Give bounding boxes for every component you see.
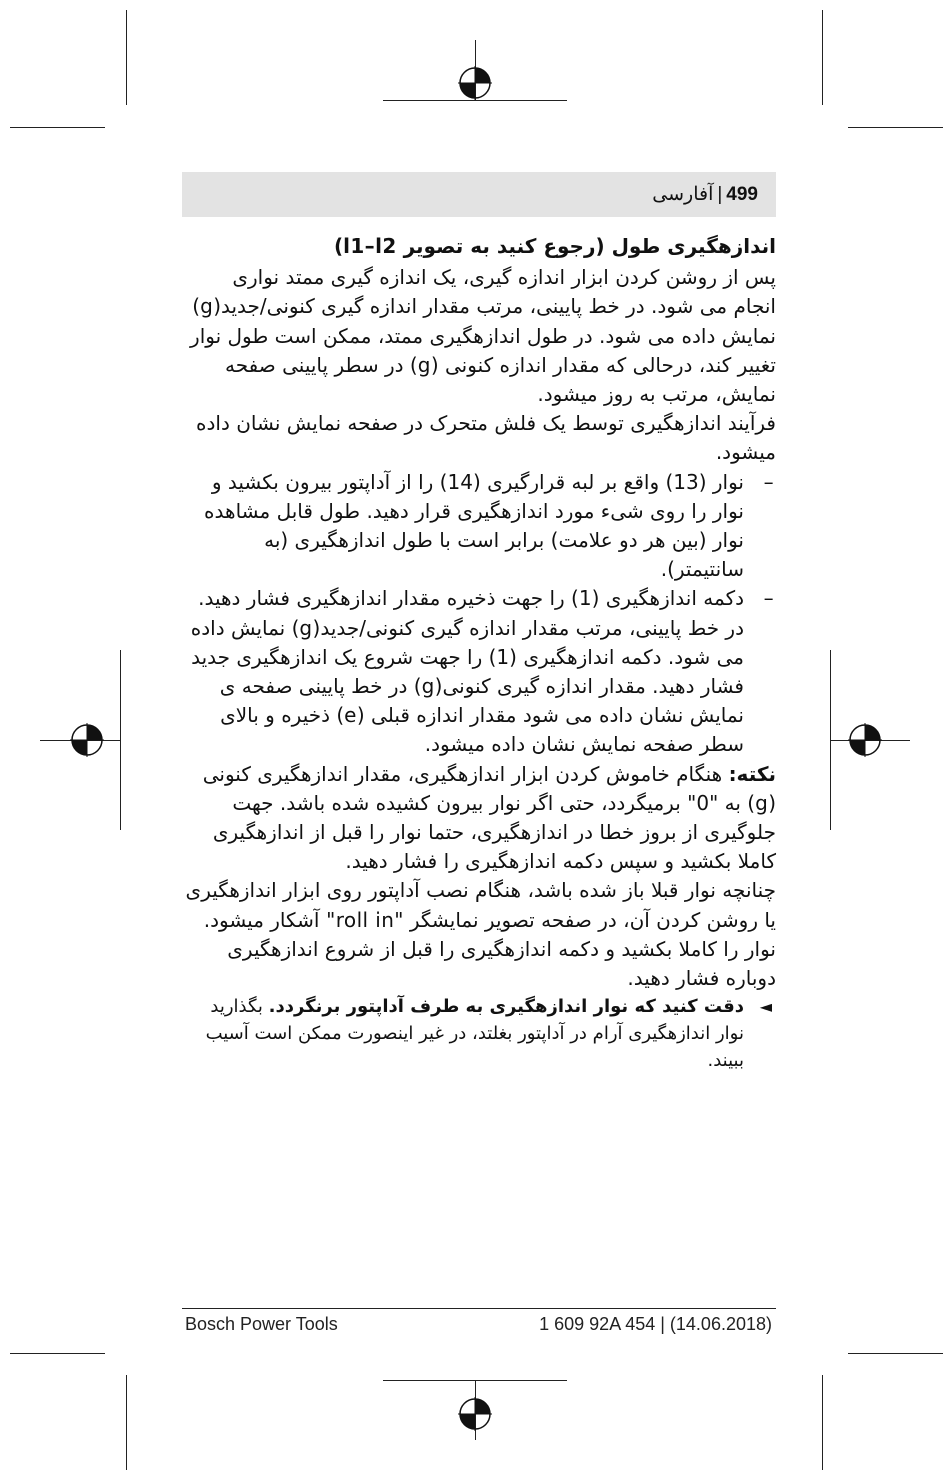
footer-divider [182, 1308, 776, 1309]
warning-paragraph [184, 993, 776, 1074]
list-item [184, 468, 776, 585]
crop-mark [126, 1375, 127, 1470]
list-item [184, 584, 776, 759]
crop-mark [10, 1353, 105, 1354]
paragraph: پس از روشن کردن ابزار اندازه گیری، یک اندازه گیری ممتد نواری انجام می شود. در خط پایینی، مرتب مقدار اندازه گیری کنونی/جدید(g) نمایش داده می شود. در طول اندازهگیری ممتد، ممکن است طول نوار تغییر کند، درحالی که مقدار اندازه کنونی (g) در سطر پایینی صفحه نمایش، مرتب به روز میشود. [190, 265, 776, 407]
registration-target-icon [70, 723, 104, 757]
note-paragraph [184, 760, 776, 877]
crop-mark [822, 1375, 823, 1470]
crop-mark [848, 1353, 943, 1354]
crop-mark [10, 127, 105, 128]
registration-line [383, 100, 567, 101]
registration-target-icon [458, 1397, 492, 1431]
footer-doc-code: 1 609 92A 454 | (14.06.2018) [539, 1314, 772, 1334]
crop-mark [126, 10, 127, 105]
registration-target-icon [848, 723, 882, 757]
warning-text: بگذارید نوار اندازهگیری آرام در آداپتور بغلتد، در غیر اینصورت ممکن است آسیب ببیند. [205, 996, 744, 1072]
note-label: نکته: [728, 761, 776, 786]
dash-mark: – [763, 586, 774, 611]
warning-triangle-icon: ◄ [759, 997, 772, 1017]
bullet-list [184, 468, 776, 760]
section-heading: اندازهگیری طول (رجوع کنید به تصویر l1–l2) [333, 234, 776, 258]
header-separator: | [717, 183, 723, 205]
crop-mark [848, 127, 943, 128]
paragraph: چنانچه نوار قبلا باز شده باشد، هنگام نصب آداپتور روی ابزار اندازهگیری یا روشن کردن آن، در صفحه تصویر نمایشگر "roll in" آشکار میشود. نوار را کاملا بکشید و دکمه اندازهگیری را قبل از شروع اندازهگیری دوباره فشار دهید. [185, 878, 776, 991]
registration-line [120, 650, 121, 830]
page-number: 499 [726, 183, 758, 205]
registration-line [830, 650, 831, 830]
note-text: هنگام خاموش کردن ابزار اندازهگیری، مقدار اندازهگیری کنونی (g) به "0" برمیگردد، حتی اگر نوار بیرون کشیده شده باشد. جهت جلوگیری از بروز خطا در اندازهگیری، حتما نوار را قبل از اندازهگیری کاملا بکشید و سپس دکمه اندازهگیری را فشار دهید. [202, 761, 776, 874]
warning-bold-text: دقت کنید که نوار اندازهگیری به طرف آداپتور برنگردد. [268, 996, 744, 1018]
paragraph: فرآیند اندازهگیری توسط یک فلش متحرک در صفحه نمایش نشان داده میشود. [196, 411, 776, 465]
registration-target-icon [458, 66, 492, 100]
list-item-text: دکمه اندازهگیری (1) را جهت ذخیره مقدار اندازهگیری فشار دهید. در خط پایینی، مرتب مقدار اندازه گیری کنونی/جدید(g) نمایش داده می شود. دکمه اندازهگیری (1) را جهت شروع یک اندازهگیری جدید فشار دهید. مقدار اندازه گیری کنونی(g) در خط پایینی صفحه ی نمایش نشان داده می شود مقدار اندازه قبلی (e) ذخیره و بالای سطر صفحه نمایش نشان داده میشود. [190, 586, 744, 757]
header-content [652, 172, 758, 217]
footer-brand: Bosch Power Tools [185, 1314, 338, 1334]
language-label: آفارسی [652, 184, 714, 205]
crop-mark [822, 10, 823, 105]
dash-mark: – [763, 469, 774, 494]
main-content [184, 232, 776, 1074]
list-item-text: نوار (13) واقع بر لبه قرارگیری (14) را از آداپتور بیرون بکشید و نوار را روی شیء مورد اندازهگیری قرار دهید. طول قابل مشاهده نوار (بین هر دو علامت) برابر است با طول اندازهگیری (به سانتیمتر). [204, 469, 744, 582]
page-header [182, 172, 776, 217]
